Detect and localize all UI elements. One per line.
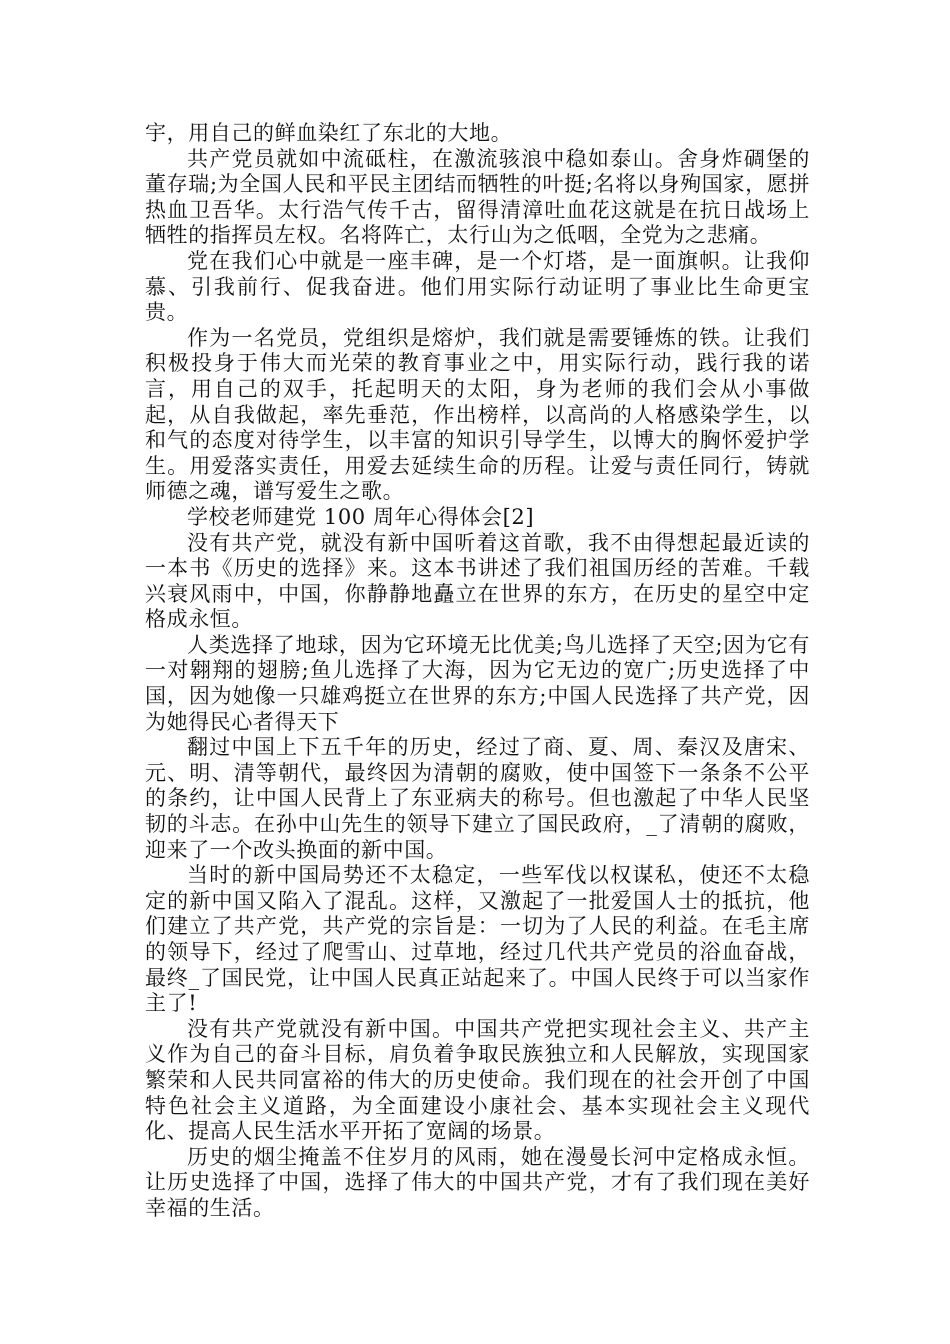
paragraph: 共产党员就如中流砥柱，在激流骇浪中稳如泰山。舍身炸碉堡的董存瑞;为全国人民和平民主团结而牺牲的叶挺;名将以身殉国家，愿拼热血卫吾华。太行浩气传千古，留得清漳吐血花这就是在抗日战场上牺牲的指挥员左权。名将阵亡，太行山为之低咽，全党为之悲痛。 <box>145 146 810 248</box>
paragraph: 作为一名党员，党组织是熔炉，我们就是需要锤炼的铁。让我们积极投身于伟大而光荣的教育事业之中，用实际行动，践行我的诺言，用自己的双手，托起明天的太阳，身为老师的我们会从小事做起，从自我做起，率先垂范，作出榜样，以高尚的人格感染学生，以和气的态度对待学生，以丰富的知识引导学生，以博大的胸怀爱护学生。用爱落实责任，用爱去延续生命的历程。让爱与责任同行，铸就师德之魂，谱写爱生之歌。 <box>145 325 810 504</box>
paragraph: 历史的烟尘掩盖不住岁月的风雨，她在漫曼长河中定格成永恒。让历史选择了中国，选择了伟大的中国共产党，才有了我们现在美好幸福的生活。 <box>145 1144 810 1220</box>
paragraph: 当时的新中国局势还不太稳定，一些军伐以权谋私，使还不太稳定的新中国又陷入了混乱。这样，又激起了一批爱国人士的抵抗，他们建立了共产党，共产党的宗旨是：一切为了人民的利益。在毛主席的领导下，经过了爬雪山、过草地，经过几代共产党员的浴血奋战，最终_了国民党，让中国人民真正站起来了。中国人民终于可以当家作主了! <box>145 863 810 1016</box>
paragraph: 没有共产党，就没有新中国听着这首歌，我不由得想起最近读的一本书《历史的选择》来。这本书讲述了我们祖国历经的苦难。千载兴衰风雨中，中国，你静静地矗立在世界的东方，在历史的星空中定格成永恒。 <box>145 530 810 632</box>
paragraph: 人类选择了地球，因为它环境无比优美;鸟儿选择了天空;因为它有一对翱翔的翅膀;鱼儿选择了大海，因为它无边的宽广;历史选择了中国，因为她像一只雄鸡挺立在世界的东方;中国人民选择了共产党，因为她得民心者得天下 <box>145 632 810 734</box>
section-heading: 学校老师建党 100 周年心得体会[2] <box>187 504 535 529</box>
document-page <box>145 121 810 1222</box>
paragraph: 没有共产党就没有新中国。中国共产党把实现社会主义、共产主义作为自己的奋斗目标，肩负着争取民族独立和人民解放，实现国家繁荣和人民共同富裕的伟大的历史使命。我们现在的社会开创了中国特色社会主义道路，为全面建设小康社会、基本实现社会主义现代化、提高人民生活水平开拓了宽阔的场景。 <box>145 1016 810 1144</box>
paragraph: 党在我们心中就是一座丰碑，是一个灯塔，是一面旗帜。让我仰慕、引我前行、促我奋进。他们用实际行动证明了事业比生命更宝贵。 <box>145 248 810 325</box>
paragraph-continuation: 宇，用自己的鲜血染红了东北的大地。 <box>145 121 513 145</box>
paragraph: 翻过中国上下五千年的历史，经过了商、夏、周、秦汉及唐宋、元、明、清等朝代，最终因为清朝的腐败，使中国签下一条条不公平的条约，让中国人民背上了东亚病夫的称号。但也激起了中华人民坚韧的斗志。在孙中山先生的领导下建立了国民政府，_了清朝的腐败，迎来了一个改头换面的新中国。 <box>145 735 810 862</box>
